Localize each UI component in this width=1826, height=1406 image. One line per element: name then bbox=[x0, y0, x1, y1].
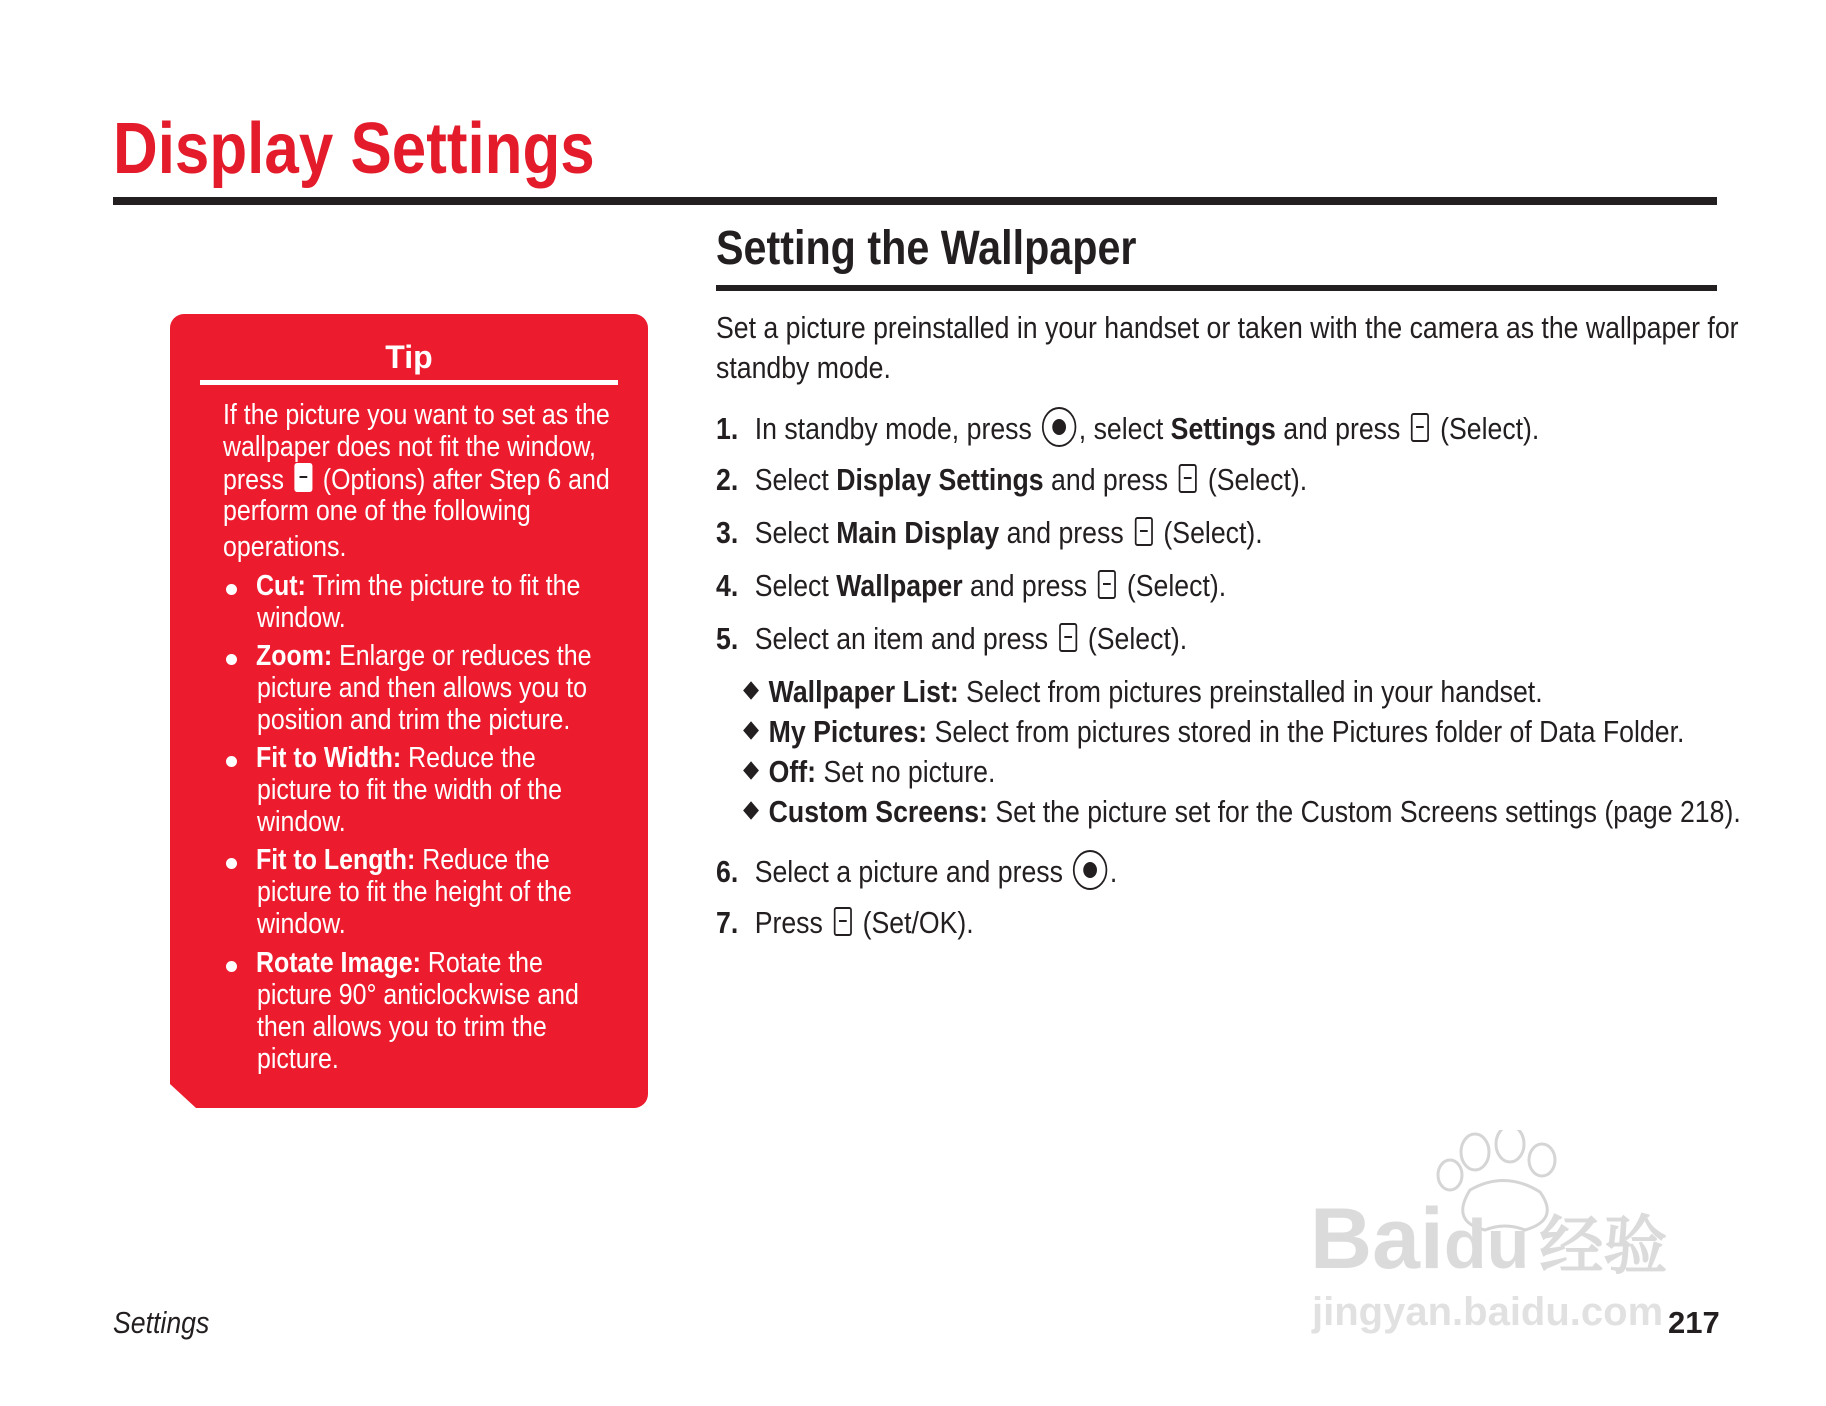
tip-bullet-line: window. bbox=[257, 602, 346, 634]
step-2: 2. Select Display Settings and press (Select). bbox=[716, 460, 1307, 500]
center-key-icon bbox=[1073, 850, 1107, 890]
tip-bullet-line: window. bbox=[257, 908, 346, 940]
option-custom-screens: Custom Screens: Set the picture set for the Custom Screens settings (page 218). bbox=[742, 792, 1741, 832]
diamond-bullet-icon bbox=[743, 801, 759, 819]
tip-bullet-line: picture to fit the height of the bbox=[257, 876, 572, 908]
tip-title: Tip bbox=[385, 339, 433, 375]
title-rule bbox=[113, 197, 1717, 205]
footer-section-label: Settings bbox=[113, 1305, 210, 1340]
tip-bullet-line: picture to fit the width of the bbox=[257, 774, 563, 806]
option-off: Off: Set no picture. bbox=[742, 752, 995, 792]
step-number: 7. bbox=[716, 905, 739, 940]
bullet-icon bbox=[226, 584, 237, 595]
baidu-watermark-logo bbox=[1300, 1130, 1730, 1345]
softkey-icon bbox=[1411, 413, 1429, 442]
tip-intro-line: If the picture you want to set as the bbox=[223, 399, 610, 431]
step-7: 7. Press (Set/OK). bbox=[716, 903, 974, 943]
bullet-icon bbox=[226, 858, 237, 869]
step-5: 5. Select an item and press (Select). bbox=[716, 619, 1187, 659]
tip-intro-line: perform one of the following bbox=[223, 495, 531, 527]
softkey-icon bbox=[1059, 623, 1077, 652]
tip-bullet-line: window. bbox=[257, 806, 346, 838]
bullet-icon bbox=[226, 654, 237, 665]
tip-intro-line: wallpaper does not fit the window, bbox=[223, 431, 596, 463]
watermark-brand: Baidu 经验 bbox=[1310, 1191, 1668, 1287]
softkey-icon bbox=[294, 463, 312, 492]
step-6: 6. Select a picture and press . bbox=[716, 850, 1117, 892]
tip-bullet-rotate: Rotate Image: Rotate the bbox=[256, 947, 543, 979]
tip-bullet-fit-width: Fit to Width: Reduce the bbox=[256, 742, 536, 774]
step-number: 5. bbox=[716, 621, 739, 656]
step-3: 3. Select Main Display and press (Select). bbox=[716, 513, 1263, 553]
tip-bullet-zoom: Zoom: Enlarge or reduces the bbox=[256, 640, 592, 672]
tip-bullet-line: position and trim the picture. bbox=[257, 704, 571, 736]
intro-line-1: Set a picture preinstalled in your handset or taken with the camera as the wallpaper for bbox=[716, 310, 1739, 345]
tip-bullet-line: picture 90° anticlockwise and bbox=[257, 979, 579, 1011]
watermark-url: jingyan.baidu.com bbox=[1312, 1290, 1664, 1334]
tip-bullet-fit-length: Fit to Length: Reduce the bbox=[256, 844, 550, 876]
section-rule bbox=[716, 285, 1717, 291]
tip-bullet-cut: Cut: Trim the picture to fit the bbox=[256, 570, 581, 602]
step-1: 1. In standby mode, press , select Settings and press (Select). bbox=[716, 407, 1539, 449]
tip-intro-line: press (Options) after Step 6 and bbox=[223, 464, 610, 496]
step-number: 1. bbox=[716, 411, 739, 446]
center-key-icon bbox=[1042, 407, 1076, 447]
diamond-bullet-icon bbox=[743, 761, 759, 779]
diamond-bullet-icon bbox=[743, 721, 759, 739]
step-4: 4. Select Wallpaper and press (Select). bbox=[716, 566, 1226, 606]
step-number: 3. bbox=[716, 515, 739, 550]
bullet-icon bbox=[226, 961, 237, 972]
softkey-icon bbox=[1179, 464, 1197, 493]
diamond-bullet-icon bbox=[743, 681, 759, 699]
option-wallpaper-list: Wallpaper List: Select from pictures preinstalled in your handset. bbox=[742, 672, 1543, 712]
step-number: 6. bbox=[716, 854, 739, 889]
tip-bullet-line: picture. bbox=[257, 1043, 339, 1075]
softkey-icon bbox=[1135, 517, 1153, 546]
softkey-icon bbox=[834, 907, 852, 936]
tip-rule bbox=[200, 380, 618, 385]
intro-line-2: standby mode. bbox=[716, 350, 891, 385]
option-my-pictures: My Pictures: Select from pictures stored in the Pictures folder of Data Folder. bbox=[742, 712, 1684, 752]
tip-bullet-line: then allows you to trim the bbox=[257, 1011, 547, 1043]
step-number: 2. bbox=[716, 462, 739, 497]
bullet-icon bbox=[226, 756, 237, 767]
tip-intro-line: operations. bbox=[223, 531, 347, 563]
softkey-icon bbox=[1098, 570, 1116, 599]
page-title: Display Settings bbox=[113, 109, 595, 189]
tip-bullet-line: picture and then allows you to bbox=[257, 672, 587, 704]
page-number: 217 bbox=[1668, 1305, 1720, 1340]
step-number: 4. bbox=[716, 568, 739, 603]
section-title: Setting the Wallpaper bbox=[716, 222, 1137, 275]
